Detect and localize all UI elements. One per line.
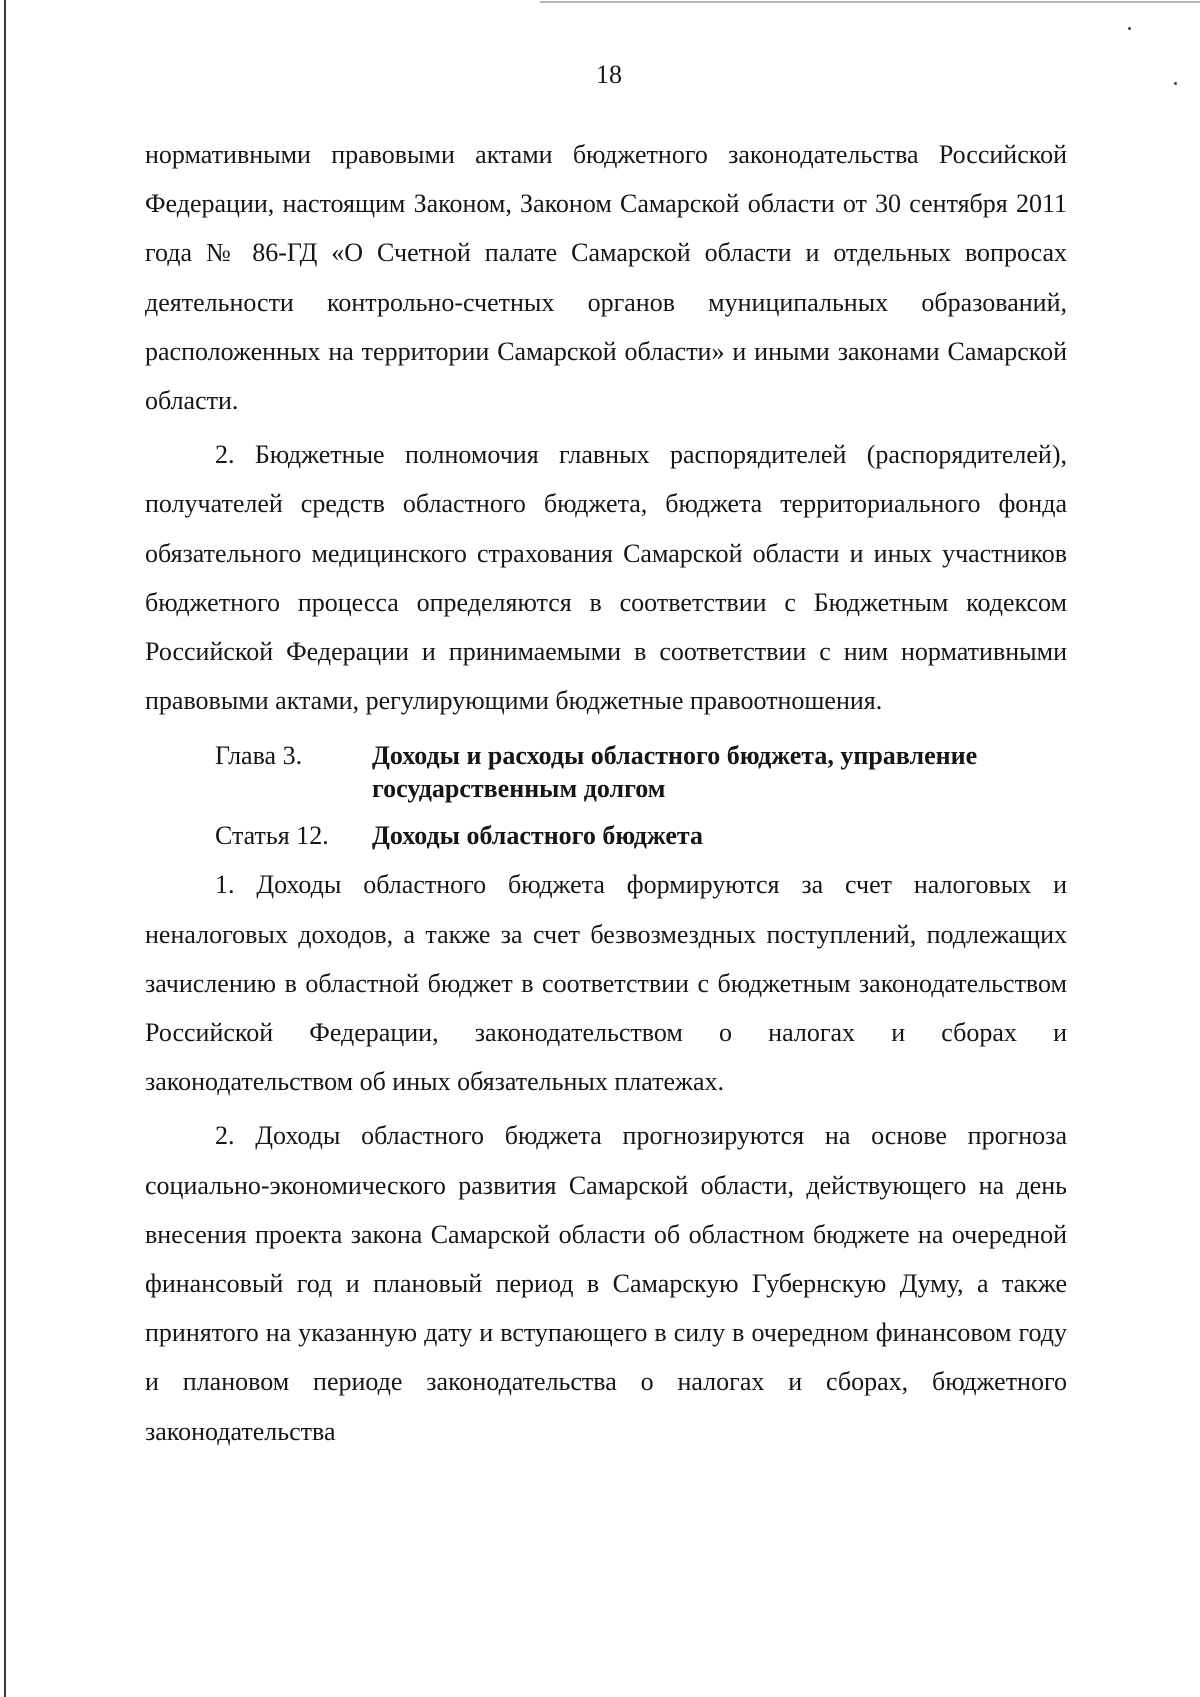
chapter-label: Глава 3. — [215, 741, 303, 771]
article-paragraph-1: 1. Доходы областного бюджета формируются за счет налоговых и неналоговых доходов, а также за счет безвозмездных поступлений, подлежащих зачислению в областной бюджет в соответствии с бюджетным законодательством Российской Федерации, законодательством о налогах и сборах и законодательством об иных обязательных платежах. — [145, 870, 1067, 1097]
paragraph-continuation: нормативными правовыми актами бюджетного законодательства Российской Федерации, настоящим Законом, Законом Самарской области от 30 сентября 2011 года № 86-ГД «О Счетной палате Самарской области и отдельных вопросах деятельности контрольно-счетных органов муниципальных образований, расположенных на территории Самарской области» и иными законами Самарской области. — [145, 140, 1067, 416]
page-number: 18 — [596, 60, 622, 89]
article-heading — [215, 819, 1067, 852]
paragraph-item-2: 2. Бюджетные полномочия главных распорядителей (распорядителей), получателей средств областного бюджета, бюджета территориального фонда обязательного медицинского страхования Самарской области и иных участников бюджетного процесса определяются в соответствии с Бюджетным кодексом Российской Федерации и принимаемыми в соответствии с ним нормативными правовыми актами, регулирующими бюджетные правоотношения. — [145, 440, 1067, 716]
scan-edge-top — [540, 1, 1200, 3]
article-paragraph-2: 2. Доходы областного бюджета прогнозируются на основе прогноза социально-экономического развития Самарской области, действующего на день внесения проекта закона Самарской области об областном бюджете на очередной финансовый год и плановый период в Самарскую Губернскую Думу, а также принятого на указанную дату и вступающего в силу в очередном финансовом году и плановом периоде законодательства о налогах и сборах, бюджетного законодательства — [145, 1121, 1067, 1446]
article-label: Статья 12. — [215, 821, 329, 851]
chapter-heading — [215, 739, 1067, 805]
scan-speck — [1128, 27, 1131, 30]
chapter-title: Доходы и расходы областного бюджета, управление государственным долгом — [372, 741, 978, 804]
document-body — [145, 130, 1067, 1456]
article-title: Доходы областного бюджета — [372, 821, 704, 851]
scan-edge-left — [4, 0, 6, 1697]
